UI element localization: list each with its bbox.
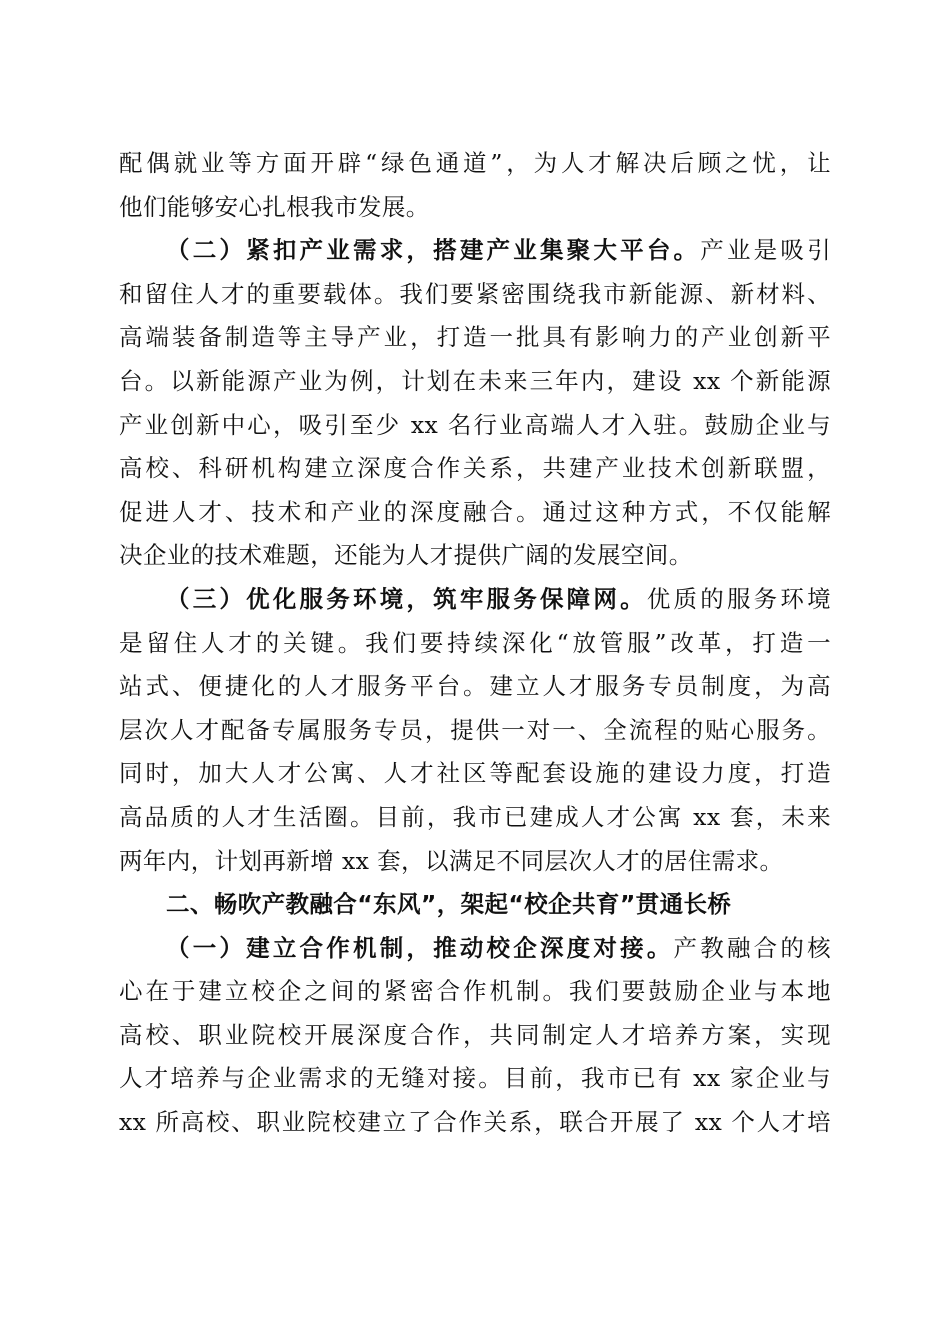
- subsection-lead: （二）紧扣产业需求，搭建产业集聚大平台。: [166, 236, 701, 265]
- text-line: 高品质的人才生活圈。目前，我市已建成人才公寓 xx 套，未来: [119, 802, 831, 831]
- text-line: 高校、科研机构建立深度合作关系，共建产业技术创新联盟，: [119, 454, 831, 483]
- text-line: 高校、职业院校开展深度合作，共同制定人才培养方案，实现: [119, 1020, 831, 1049]
- text-line: 配偶就业等方面开辟“绿色通道”，为人才解决后顾之忧，让: [119, 149, 831, 177]
- subsection-lead: （三）优化服务环境，筑牢服务保障网。: [166, 584, 647, 613]
- paragraph-first-line: [119, 229, 831, 273]
- paragraph-first-line: [119, 927, 831, 971]
- text-line: xx 所高校、职业院校建立了合作关系，联合开展了 xx 个人才培: [119, 1108, 831, 1137]
- text-line: 心在于建立校企之间的紧密合作机制。我们要鼓励企业与本地: [119, 977, 831, 1006]
- text-line: 产业创新中心，吸引至少 xx 名行业高端人才入驻。鼓励企业与: [119, 410, 831, 439]
- text-line: 促进人才、技术和产业的深度融合。通过这种方式，不仅能解: [119, 497, 831, 526]
- text-line: 决企业的技术难题，还能为人才提供广阔的发展空间。: [119, 541, 693, 570]
- text-run: 产业是吸引: [700, 236, 831, 265]
- text-line: 和留住人才的重要载体。我们要紧密围绕我市新能源、新材料、: [119, 279, 831, 308]
- text-line: 高端装备制造等主导产业，打造一批具有影响力的产业创新平: [119, 323, 831, 352]
- text-run: 优质的服务环境: [646, 584, 831, 613]
- text-line: 是留住人才的关键。我们要持续深化“放管服”改革，打造一: [119, 628, 831, 657]
- text-line: 人才培养与企业需求的无缝对接。目前，我市已有 xx 家企业与: [119, 1064, 831, 1093]
- text-line: 站式、便捷化的人才服务平台。建立人才服务专员制度，为高: [119, 672, 831, 701]
- section-heading: 二、畅吹产教融合“东风”，架起“校企共育”贯通长桥: [166, 890, 732, 919]
- text-line: 层次人才配备专属服务专员，提供一对一、全流程的贴心服务。: [119, 715, 831, 744]
- text-line: 台。以新能源产业为例，计划在未来三年内，建设 xx 个新能源: [119, 366, 831, 395]
- text-line: 他们能够安心扎根我市发展。: [119, 192, 430, 221]
- text-line: 两年内，计划再新增 xx 套，以满足不同层次人才的居住需求。: [119, 846, 784, 875]
- text-run: 产教融合的核: [673, 933, 831, 962]
- document-body: [119, 142, 831, 1145]
- paragraph-first-line: [119, 578, 831, 622]
- text-line: 同时，加大人才公寓、人才社区等配套设施的建设力度，打造: [119, 759, 831, 788]
- subsection-lead: （一）建立合作机制，推动校企深度对接。: [166, 933, 674, 962]
